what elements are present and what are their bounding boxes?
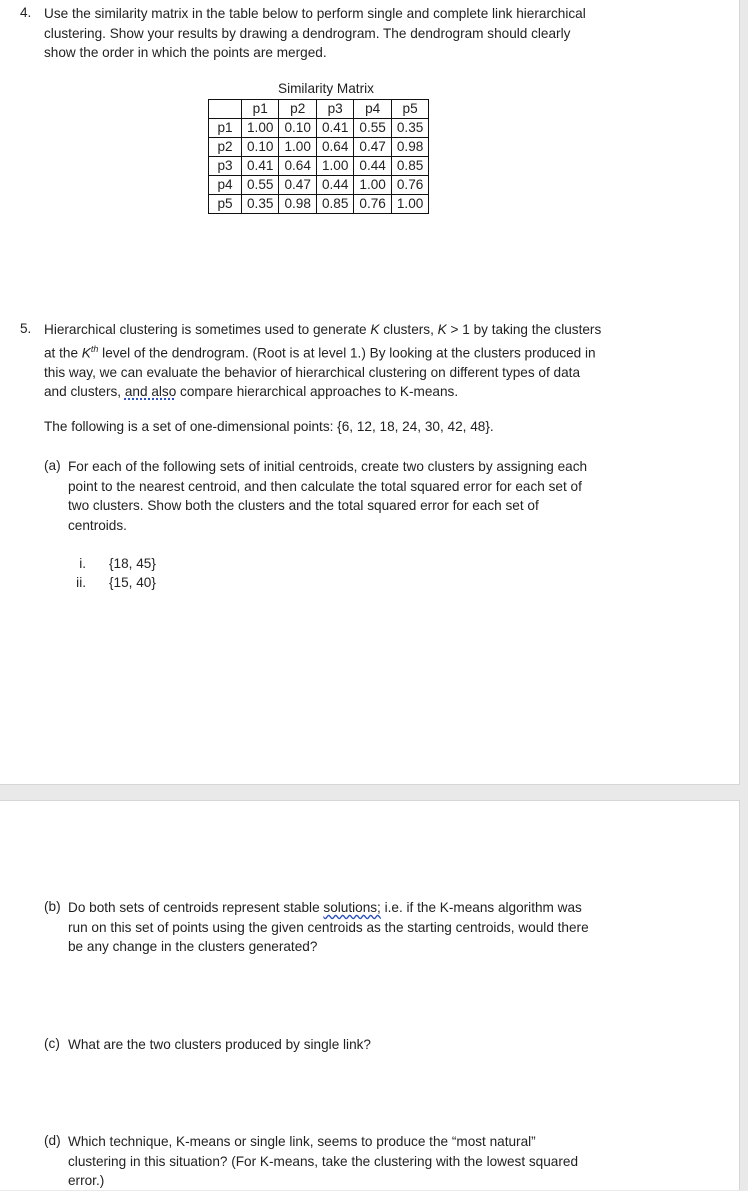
row-header: p1 [209,119,242,138]
var-k: K [370,322,380,337]
table-row [209,176,429,195]
column-header: p5 [391,100,428,119]
item-i-number: i. [79,556,86,571]
table-cell: 1.00 [391,195,428,214]
table-cell: 0.76 [354,195,391,214]
part-a-text [68,457,587,535]
matrix-caption: Similarity Matrix [278,81,374,96]
var-k: K [437,322,447,337]
part-d-text [68,1132,578,1191]
part-a-line-1: For each of the following sets of initial centroids, create two clusters by assigning each [68,459,588,474]
row-header: p4 [209,176,242,195]
q5-line-4 [44,382,601,402]
table-cell: 0.85 [316,195,353,214]
table-row [209,195,429,214]
text-run: and clusters, [44,384,125,400]
q5-line-3: this way, we can evaluate the behavior of hierarchical clustering on different types of data [44,364,581,380]
text-run: Do both sets of centroids represent stable [68,900,324,915]
table-cell: 0.47 [354,138,391,157]
column-header: p3 [316,100,353,119]
question-5-number: 5. [20,321,32,336]
item-ii-number: ii. [76,575,86,590]
similarity-matrix-table [208,99,429,214]
row-header: p3 [209,157,242,176]
table-cell: 1.00 [242,119,279,138]
row-header: p5 [209,195,242,214]
table-cell: 1.00 [279,138,316,157]
part-b-text [68,898,589,957]
table-cell: 0.64 [279,157,316,176]
part-d-line-3: error.) [68,1173,105,1188]
table-cell: 0.35 [242,195,279,214]
table-cell: 0.10 [279,119,316,138]
points-line: The following is a set of one-dimensional points: {6, 12, 18, 24, 30, 42, 48}. [44,419,494,434]
column-header: p2 [279,100,316,119]
table-cell: 0.41 [316,119,353,138]
table-cell: 0.55 [242,176,279,195]
table-cell: 1.00 [316,157,353,176]
table-cell: 0.64 [316,138,353,157]
table-cell: 0.35 [391,119,428,138]
part-b-line-2: run on this set of points using the given centroids as the starting centroids, would there [68,919,589,935]
item-ii-set: {15, 40} [109,575,156,590]
part-c-label: (c) [44,1036,60,1051]
column-header: p1 [242,100,279,119]
part-a-line-2: point to the nearest centroid, and then calculate the total squared error for each set of [68,478,582,494]
part-a-label: (a) [44,458,61,473]
row-header: p2 [209,138,242,157]
item-i-set: {18, 45} [109,556,156,571]
grammar-flagged-text: and also [124,384,177,400]
page-2 [0,800,740,1190]
text-run: Hierarchical clustering is sometimes used to generate [44,322,371,337]
table-cell: 0.55 [354,119,391,138]
table-row [209,138,429,157]
var-k: K [81,345,91,361]
q4-line-1: Use the similarity matrix in the table below to perform single and complete link hierarchical [44,6,586,21]
table-cell: 0.85 [391,157,428,176]
table-row [209,119,429,138]
table-cell: 0.44 [354,157,391,176]
table-cell: 0.41 [242,157,279,176]
text-run: level of the dendrogram. (Root is at level 1.) By looking at the clusters produced in [98,345,596,361]
table-cell: 0.47 [279,176,316,195]
column-header: p4 [354,100,391,119]
table-cell: 0.44 [316,176,353,195]
table-cell: 0.10 [242,138,279,157]
q4-line-2: clustering. Show your results by drawing a dendrogram. The dendrogram should clearly [44,25,571,41]
text-run: clusters, [379,322,438,337]
q5-line-1 [44,320,601,340]
part-b-line-3: be any change in the clusters generated? [68,939,318,954]
text-run: compare hierarchical approaches to K-means. [176,384,459,400]
text-run: > 1 by taking the clusters [446,322,602,337]
part-c-text: What are the two clusters produced by single link? [68,1037,371,1052]
q5-line-2 [44,340,601,363]
question-5-intro [44,320,601,402]
text-run: i.e. if the K-means algorithm was [380,900,582,915]
part-d-line-1: Which technique, K-means or single link, seems to produce the “most natural” [68,1134,536,1149]
table-cell: 0.98 [279,195,316,214]
q4-line-3: show the order in which the points are merged. [44,45,327,60]
part-d-line-2: clustering in this situation? (For K-means, take the clustering with the lowest squared [68,1153,579,1169]
text-run: at the [44,345,82,361]
table-cell: 0.98 [391,138,428,157]
grammar-flagged-text: solutions; [323,900,381,915]
part-b-line-1 [68,898,589,918]
table-corner-cell [209,100,242,119]
table-row [209,157,429,176]
part-a-line-4: centroids. [68,517,127,533]
table-cell: 1.00 [354,176,391,195]
part-d-label: (d) [44,1133,61,1148]
table-cell: 0.76 [391,176,428,195]
part-b-label: (b) [44,899,61,914]
table-header-row [209,100,429,119]
question-4-number: 4. [20,5,32,20]
superscript-th: th [90,343,99,354]
question-4-text [44,4,586,63]
part-a-line-3: two clusters. Show both the clusters and the total squared error for each set of [68,498,539,513]
